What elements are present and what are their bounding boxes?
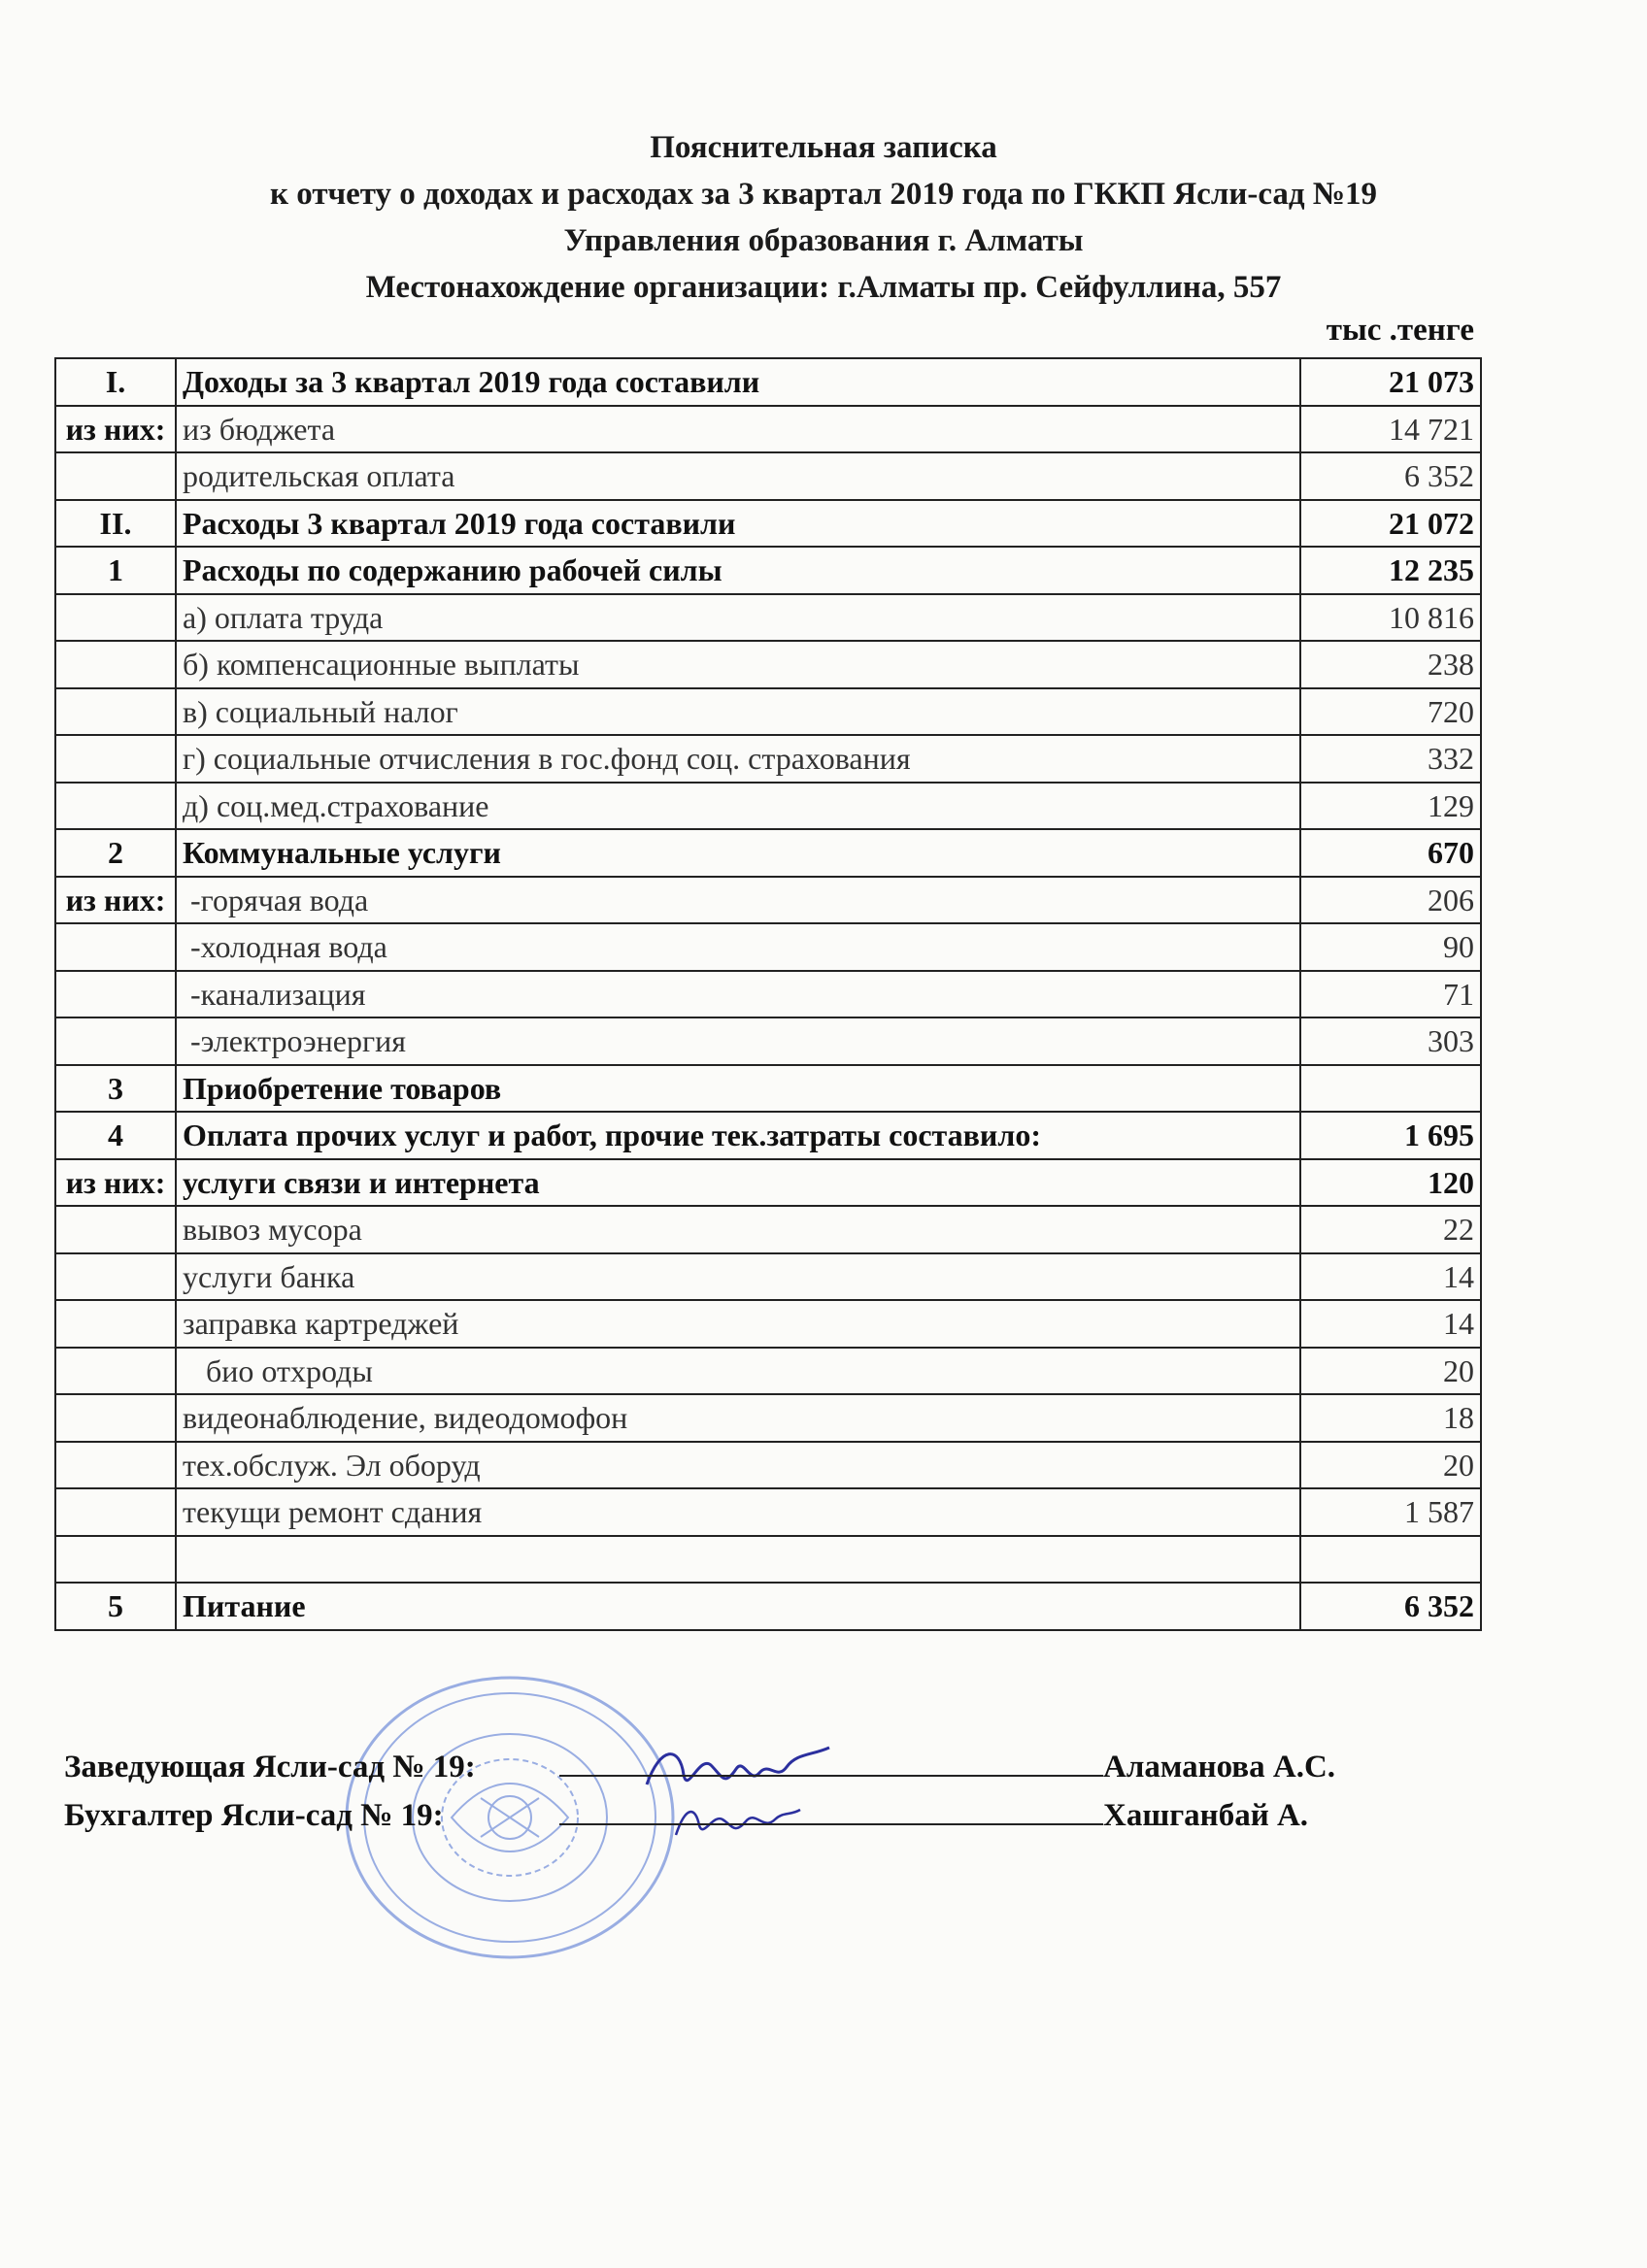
row-value-cell: 71 — [1300, 971, 1481, 1018]
row-value-cell: 18 — [1300, 1394, 1481, 1442]
report-table — [54, 357, 1482, 1631]
row-number-cell — [55, 923, 176, 971]
row-label-cell: Доходы за 3 квартал 2019 года составили — [176, 358, 1300, 406]
row-number-cell — [55, 1348, 176, 1395]
row-number-cell: I. — [55, 358, 176, 406]
organization-location: Местонахождение организации: г.Алматы пр. Сейфуллина, 557 — [365, 270, 1282, 305]
row-label-cell: Приобретение товаров — [176, 1065, 1300, 1113]
row-number-cell: 4 — [55, 1112, 176, 1159]
table-row — [55, 1442, 1481, 1489]
row-label-cell — [176, 1536, 1300, 1584]
row-label-cell: текущи ремонт сдания — [176, 1488, 1300, 1536]
row-label-cell: из бюджета — [176, 406, 1300, 453]
row-value-cell: 129 — [1300, 783, 1481, 830]
accountant-role: Бухгалтер Ясли-сад № 19: — [64, 1798, 444, 1833]
row-number-cell: из них: — [55, 406, 176, 453]
table-row — [55, 877, 1481, 924]
row-value-cell: 303 — [1300, 1017, 1481, 1065]
table-row — [55, 923, 1481, 971]
row-label-cell: Коммунальные услуги — [176, 829, 1300, 877]
row-label-cell: вывоз мусора — [176, 1206, 1300, 1253]
row-value-cell: 12 235 — [1300, 547, 1481, 594]
document-title: Пояснительная записка — [650, 130, 997, 165]
director-signature-line — [64, 1740, 1335, 1788]
row-number-cell — [55, 1206, 176, 1253]
row-number-cell — [55, 1442, 176, 1489]
row-number-cell — [55, 1536, 176, 1584]
table-row — [55, 406, 1481, 453]
row-value-cell: 10 816 — [1300, 594, 1481, 642]
row-label-cell: тех.обслуж. Эл оборуд — [176, 1442, 1300, 1489]
row-label-cell: б) компенсационные выплаты — [176, 641, 1300, 688]
row-number-cell: из них: — [55, 877, 176, 924]
table-row — [55, 1348, 1481, 1395]
document-header — [0, 124, 1647, 311]
signature-block — [64, 1740, 1335, 1837]
director-role: Заведующая Ясли-сад № 19: — [64, 1750, 476, 1784]
row-label-cell: Расходы 3 квартал 2019 года составили — [176, 500, 1300, 548]
table-row — [55, 547, 1481, 594]
row-number-cell — [55, 1488, 176, 1536]
table-row — [55, 594, 1481, 642]
row-value-cell: 20 — [1300, 1348, 1481, 1395]
row-value-cell: 14 721 — [1300, 406, 1481, 453]
organization-name: Управления образования г. Алматы — [563, 223, 1084, 258]
row-number-cell — [55, 1300, 176, 1348]
row-label-cell: био отхроды — [176, 1348, 1300, 1395]
row-number-cell — [55, 1394, 176, 1442]
row-number-cell: 1 — [55, 547, 176, 594]
row-value-cell: 21 072 — [1300, 500, 1481, 548]
row-number-cell — [55, 783, 176, 830]
table-row — [55, 1394, 1481, 1442]
row-label-cell: а) оплата труда — [176, 594, 1300, 642]
table-row — [55, 971, 1481, 1018]
row-label-cell: -электроэнергия — [176, 1017, 1300, 1065]
table-row — [55, 1253, 1481, 1301]
row-number-cell: 5 — [55, 1583, 176, 1630]
table-row — [55, 1159, 1481, 1207]
row-value-cell: 1 695 — [1300, 1112, 1481, 1159]
accountant-name: Хашганбай А. — [1103, 1798, 1309, 1833]
table-row — [55, 829, 1481, 877]
table-row — [55, 1065, 1481, 1113]
table-row — [55, 1536, 1481, 1584]
row-number-cell — [55, 452, 176, 500]
row-label-cell: д) соц.мед.страхование — [176, 783, 1300, 830]
row-label-cell: заправка картреджей — [176, 1300, 1300, 1348]
row-value-cell: 21 073 — [1300, 358, 1481, 406]
row-value-cell: 120 — [1300, 1159, 1481, 1207]
row-number-cell — [55, 1017, 176, 1065]
row-number-cell — [55, 1253, 176, 1301]
row-label-cell: услуги связи и интернета — [176, 1159, 1300, 1207]
row-value-cell: 14 — [1300, 1253, 1481, 1301]
table-row — [55, 1583, 1481, 1630]
table-row — [55, 641, 1481, 688]
row-label-cell: родительская оплата — [176, 452, 1300, 500]
table-row — [55, 688, 1481, 736]
table-row — [55, 783, 1481, 830]
row-number-cell: II. — [55, 500, 176, 548]
row-number-cell: из них: — [55, 1159, 176, 1207]
row-value-cell: 90 — [1300, 923, 1481, 971]
table-row — [55, 1206, 1481, 1253]
row-label-cell: Питание — [176, 1583, 1300, 1630]
signature-blank — [559, 1788, 1103, 1825]
accountant-signature-line — [64, 1788, 1335, 1837]
row-number-cell — [55, 971, 176, 1018]
units-label: тыс .тенге — [1326, 313, 1474, 348]
signature-blank — [559, 1740, 1103, 1777]
table-row — [55, 1300, 1481, 1348]
row-number-cell — [55, 735, 176, 783]
row-value-cell: 332 — [1300, 735, 1481, 783]
document-subtitle: к отчету о доходах и расходах за 3 квартал 2019 года по ГККП Ясли-сад №19 — [269, 177, 1377, 212]
row-label-cell: Расходы по содержанию рабочей силы — [176, 547, 1300, 594]
row-label-cell: -горячая вода — [176, 877, 1300, 924]
row-value-cell: 720 — [1300, 688, 1481, 736]
row-value-cell — [1300, 1536, 1481, 1584]
row-number-cell: 3 — [55, 1065, 176, 1113]
table-row — [55, 358, 1481, 406]
row-label-cell: г) социальные отчисления в гос.фонд соц. страхования — [176, 735, 1300, 783]
row-number-cell — [55, 594, 176, 642]
row-value-cell: 6 352 — [1300, 452, 1481, 500]
row-value-cell: 20 — [1300, 1442, 1481, 1489]
row-label-cell: -канализация — [176, 971, 1300, 1018]
table-row — [55, 500, 1481, 548]
table-row — [55, 1488, 1481, 1536]
row-label-cell: -холодная вода — [176, 923, 1300, 971]
row-label-cell: Оплата прочих услуг и работ, прочие тек.затраты составило: — [176, 1112, 1300, 1159]
report-table-body — [55, 358, 1481, 1630]
table-row — [55, 735, 1481, 783]
table-row — [55, 452, 1481, 500]
table-row — [55, 1017, 1481, 1065]
director-name: Аламанова А.С. — [1103, 1750, 1336, 1784]
row-number-cell — [55, 688, 176, 736]
row-value-cell — [1300, 1065, 1481, 1113]
row-value-cell: 238 — [1300, 641, 1481, 688]
row-number-cell — [55, 641, 176, 688]
row-label-cell: в) социальный налог — [176, 688, 1300, 736]
row-value-cell: 1 587 — [1300, 1488, 1481, 1536]
row-value-cell: 14 — [1300, 1300, 1481, 1348]
table-row — [55, 1112, 1481, 1159]
row-number-cell: 2 — [55, 829, 176, 877]
row-value-cell: 22 — [1300, 1206, 1481, 1253]
row-label-cell: видеонаблюдение, видеодомофон — [176, 1394, 1300, 1442]
row-value-cell: 6 352 — [1300, 1583, 1481, 1630]
row-value-cell: 206 — [1300, 877, 1481, 924]
row-value-cell: 670 — [1300, 829, 1481, 877]
row-label-cell: услуги банка — [176, 1253, 1300, 1301]
